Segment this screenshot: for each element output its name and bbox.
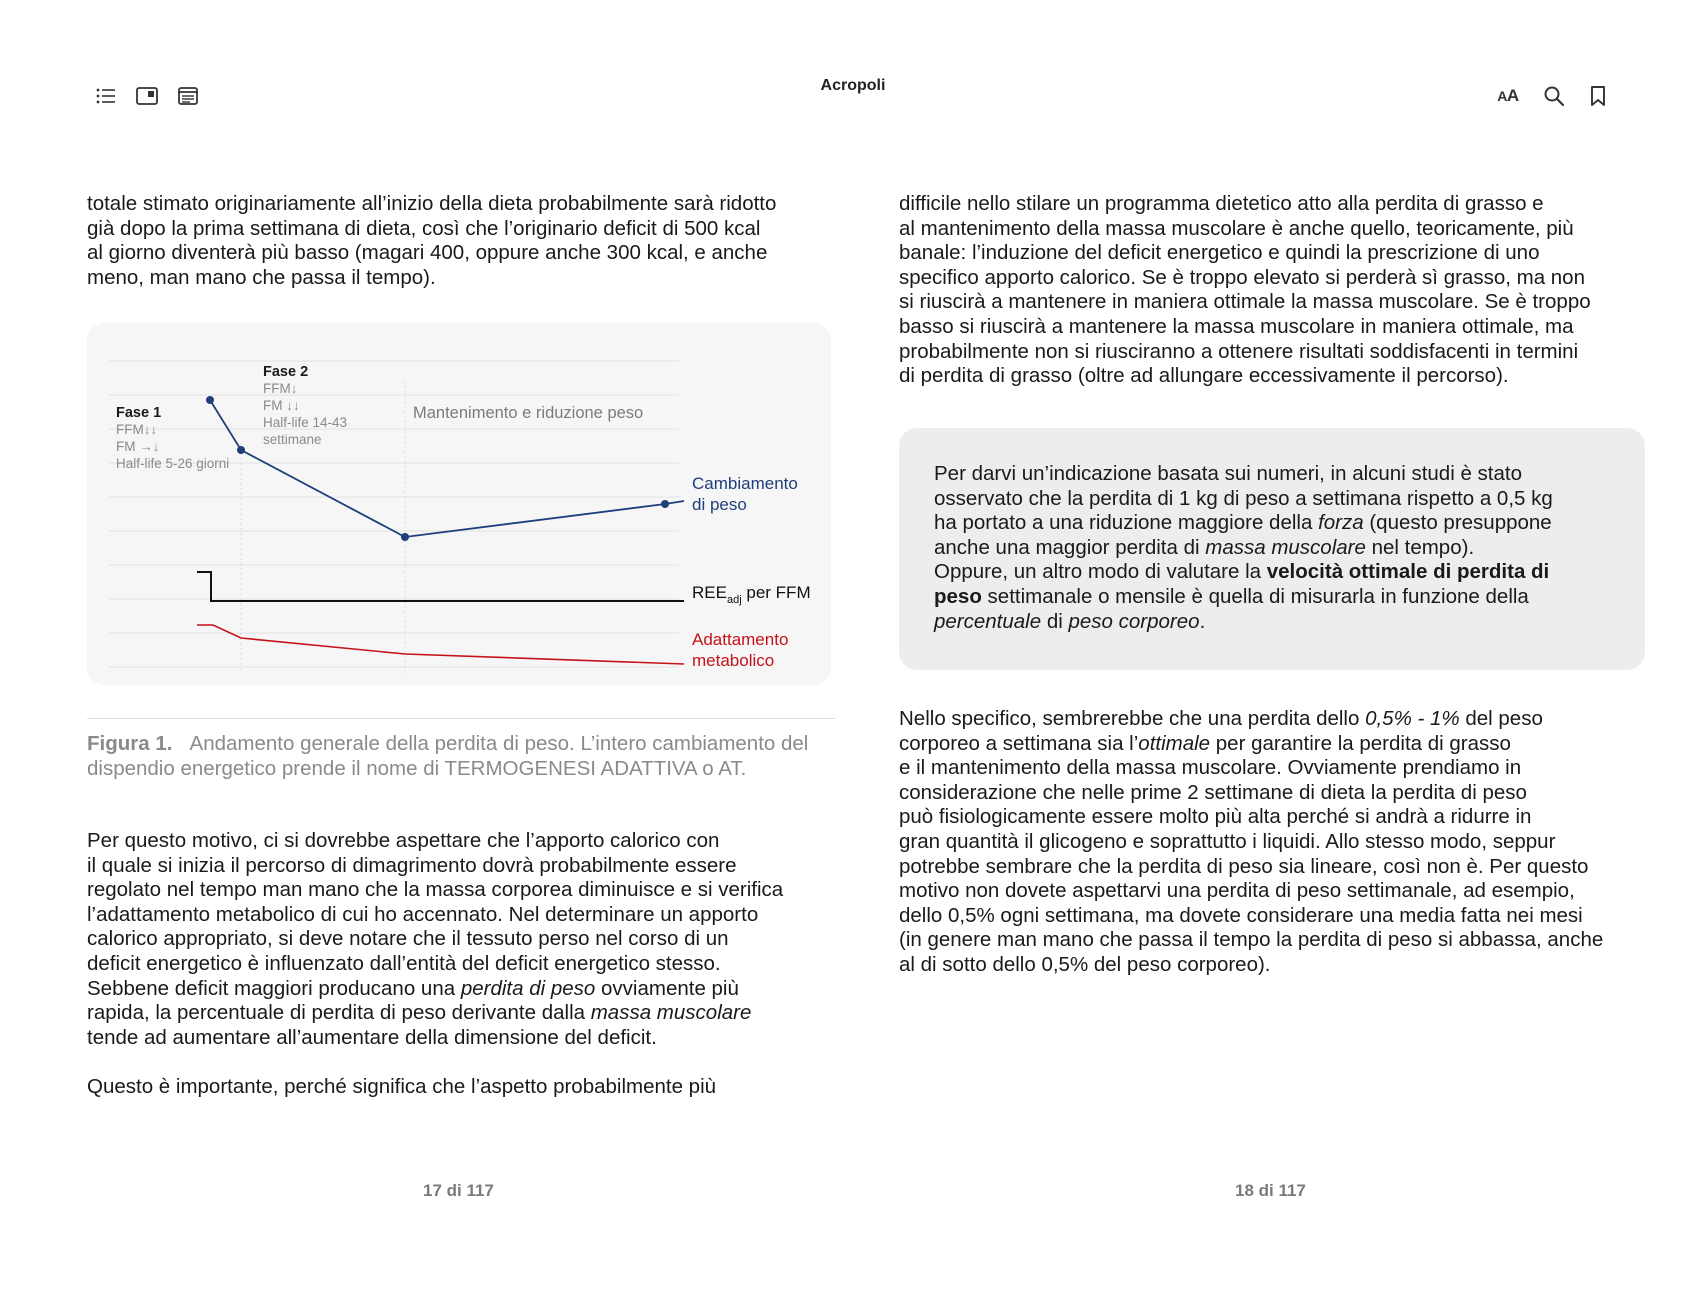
book-title: Acropoli [820, 77, 886, 94]
right-paragraph-2 [899, 707, 1659, 978]
fase2-half-life: Half-life 14-43 [263, 415, 348, 430]
left-page-top [87, 192, 847, 290]
left-p2-text-c: tende ad aumentare all’aumentare della dimensione del deficit. [87, 1025, 657, 1049]
right-page-bottom [899, 707, 1659, 978]
left-page-bottom [87, 829, 847, 1100]
callout-text-b: (questo presuppone anche una maggior perdita di [934, 511, 1552, 559]
fase2-fm: FM ↓↓ [263, 398, 300, 413]
right-p2-text-c: per garantire la perdita di grasso e il mantenimento della massa muscolare. Ovviamente prendiamo in considerazione che nelle prime 2 settimane di dieta la perdita di peso può fisiologicamente essere molto più alta perché si andrà a ridurre in gran quantità il glicogeno e soprattutto i liquidi. Allo stesso modo, seppur potrebbe sembrare che la perdita di peso sia lineare, così non è. Per questo motivo non dovete aspettarvi una perdita di peso settimanale, ad esempio, dello 0,5% ogni settimana, ma dovete considerare una media fatta nei mesi (in genere man mano che passa il tempo la perdita di peso si abbassa, anche al di sotto dello 0,5% del peso corporeo). [899, 731, 1604, 976]
figure-separator [87, 718, 835, 719]
font-big-letter: A [1506, 86, 1519, 105]
weight-change-label-1: Cambiamento [692, 474, 798, 493]
fase2-half-life-2: settimane [263, 432, 322, 447]
weight-point-3 [401, 533, 409, 541]
left-paragraph-2 [87, 829, 847, 1050]
left-paragraph-3: Questo è importante, perché significa che l’aspetto probabilmente più [87, 1074, 717, 1098]
toolbar-right [1494, 84, 1610, 108]
left-p2-italic-2: massa muscolare [590, 1001, 752, 1025]
callout-text [934, 462, 1624, 634]
bookmark-icon[interactable] [1586, 84, 1610, 108]
metabolic-adaptation-label-2: metabolico [692, 651, 775, 670]
fase1-ffm: FFM↓↓ [116, 422, 158, 437]
left-p2-text-b: ovviamente più rapida, la percentuale di perdita di peso derivante dalla [87, 976, 739, 1025]
right-paragraph-1: difficile nello stilare un programma dietetico atto alla perdita di grasso e al mantenimento della massa muscolare è anche quello, teoricamente, più banale: l’induzione del deficit energetico e quindi la prescrizione di uno specifico apporto calorico. Se è troppo elevato si perderà sì grasso, ma non si riuscirà a mantenere in maniera ottimale la massa muscolare. Se è troppo basso si riuscirà a mantenere la massa muscolare in maniera ottimale, ma probabilmente non si riusciranno a ottenere risultati soddisfacenti in termini di perdita di grasso (oltre ad allungare eccessivamente il percorso). [899, 192, 1591, 388]
callout-italic-3: percentuale [934, 609, 1042, 633]
right-p2-text-a: Nello specifico, sembrerebbe che una perdita dello [899, 707, 1366, 730]
font-size-icon[interactable] [1494, 84, 1522, 108]
callout-box [899, 428, 1645, 670]
ree-label: $REE_{adj}$ per FFM [692, 583, 811, 606]
callout-bold-1: velocità ottimale di perdita di peso [934, 560, 1550, 608]
phase3-label: Mantenimento e riduzione peso [413, 404, 644, 422]
font-small-letter: A [1497, 88, 1507, 104]
callout-italic-2: massa muscolare [1205, 535, 1366, 559]
metabolic-adaptation-line [197, 625, 684, 664]
right-p2-text-b: del peso corporeo a settimana sia l’ [899, 707, 1543, 755]
fase2-ffm: FFM↓ [263, 381, 298, 396]
callout-text-a: Per darvi un’indicazione basata sui numeri, in alcuni studi è stato osservato che la perdita di 1 kg di peso a settimana rispetto a 0,5 kg ha portato a una riduzione maggiore della [934, 462, 1553, 535]
caption-label: Figura 1. [87, 732, 173, 755]
right-p2-italic-1: 0,5% - 1% [1365, 707, 1460, 730]
right-page-number: 18 di 117 [1235, 1181, 1306, 1200]
left-paragraph-1: totale stimato originariamente all’inizio della dieta probabilmente sarà ridotto già dopo la prima settimana di dieta, così che l’originario deficit di 500 kcal al giorno diventerà più basso (magari 400, oppure anche 300 kcal, e anche meno, man mano che passa il tempo). [87, 192, 777, 289]
callout-italic-4: peso corporeo [1068, 609, 1200, 633]
metabolic-adaptation-label-1: Adattamento [692, 630, 789, 649]
callout-text-c: nel tempo). Oppure, un altro modo di valutare la [934, 535, 1475, 584]
caption-text: Andamento generale della perdita di peso. L’intero cambiamento del dispendio energetico prende il nome di TERMOGENESI ADATTIVA o AT. [87, 732, 809, 780]
search-icon[interactable] [1542, 84, 1566, 108]
weight-point-2 [237, 446, 245, 454]
figure-caption [87, 732, 847, 781]
ree-line [197, 572, 684, 601]
left-p2-italic-1: perdita di peso [460, 976, 596, 1000]
left-p2-text-a: Per questo motivo, ci si dovrebbe aspettare che l’apporto calorico con il quale si inizia il percorso di dimagrimento dovrà probabilmente essere regolato nel tempo man mano che la massa corporea diminuisce e si verifica l’adattamento metabolico di cui ho accennato. Nel determinare un apporto calorico appropriato, si deve notare che il tessuto perso nel corso di un deficit energetico è influenzato dall’entità del deficit energetico stesso. Sebbene deficit maggiori producano una [87, 829, 784, 1000]
right-p2-italic-2: ottimale [1138, 731, 1211, 755]
callout-text-d: settimanale o mensile è quella di misurarla in funzione della [987, 584, 1529, 608]
fase1-fm: FM →↓ [116, 439, 160, 454]
fase1-title: Fase 1 [116, 405, 162, 421]
fase2-title: Fase 2 [263, 364, 309, 380]
callout-text-f: . [1199, 609, 1206, 633]
callout-italic-1: forza [1318, 511, 1364, 535]
callout-text-e: di [1041, 609, 1069, 633]
figure-chart [87, 323, 831, 685]
figure-svg [87, 323, 831, 685]
right-page-top [899, 192, 1659, 389]
weight-point-1 [206, 396, 214, 404]
weight-change-label-2: di peso [692, 495, 747, 514]
left-page-number: 17 di 117 [423, 1181, 494, 1200]
fase1-half-life: Half-life 5-26 giorni [116, 456, 230, 471]
